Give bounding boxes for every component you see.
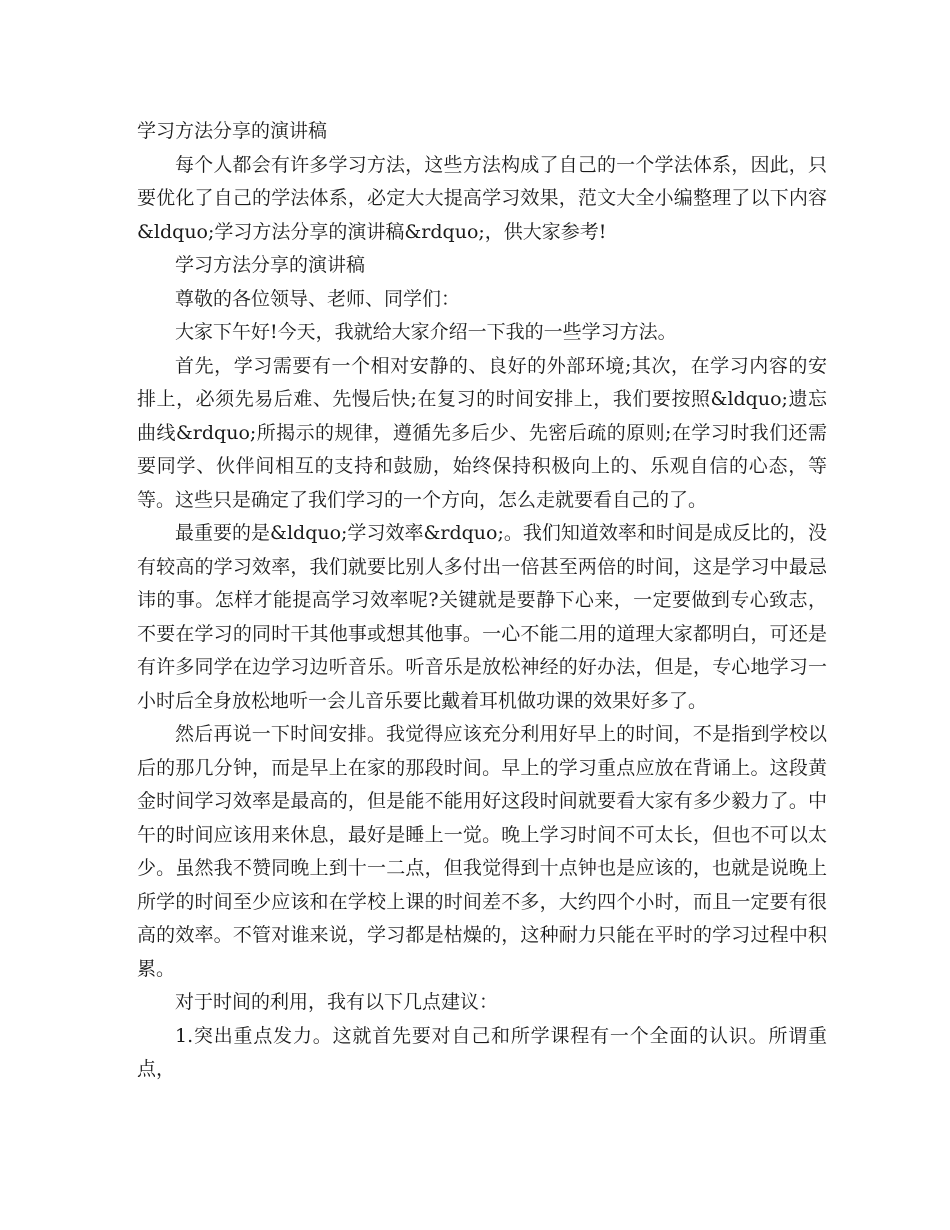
environment-paragraph: 首先，学习需要有一个相对安静的、良好的外部环境;其次，在学习内容的安排上，必须先易后难、先慢后快;在复习的时间安排上，我们要按照&ldquo;遗忘曲线&rdquo;所揭示的规律，遵循先多后少、先密后疏的原则;在学习时我们还需要同学、伙伴间相互的支持和鼓励，始终保持积极向上的、乐观自信的心态，等等。这些只是确定了我们学习的一个方向，怎么走就要看自己的了。 [137, 354, 827, 511]
suggestion-item-1: 1.突出重点发力。这就首先要对自己和所学课程有一个全面的认识。所谓重点， [137, 1024, 827, 1080]
salutation: 尊敬的各位领导、老师、同学们： [175, 287, 461, 310]
document-body [137, 115, 827, 1087]
suggestions-intro: 对于时间的利用，我有以下几点建议： [175, 991, 499, 1013]
speech-title: 学习方法分享的演讲稿 [175, 254, 366, 276]
greeting-paragraph: 大家下午好!今天，我就给大家介绍一下我的一些学习方法。 [175, 321, 677, 343]
efficiency-paragraph: 最重要的是&ldquo;学习效率&rdquo;。我们知道效率和时间是成反比的，没有较高的学习效率，我们就要比别人多付出一倍甚至两倍的时间，这是学习中最忌讳的事。怎样才能提高学习效率呢?关键就是要静下心来，一定要做到专心致志，不要在学习的同时干其他事或想其他事。一心不能二用的道理大家都明白，可还是有许多同学在边学习边听音乐。听音乐是放松神经的好办法，但是，专心地学习一小时后全身放松地听一会儿音乐要比戴着耳机做功课的效果好多了。 [137, 522, 827, 712]
intro-paragraph: 每个人都会有许多学习方法，这些方法构成了自己的一个学法体系，因此，只要优化了自己的学法体系，必定大大提高学习效果，范文大全小编整理了以下内容&ldquo;学习方法分享的演讲稿&rdquo;，供大家参考! [137, 153, 827, 243]
time-arrangement-paragraph: 然后再说一下时间安排。我觉得应该充分利用好早上的时间，不是指到学校以后的那几分钟，而是早上在家的那段时间。早上的学习重点应放在背诵上。这段黄金时间学习效率是最高的，但是能不能用好这段时间就要看大家有多少毅力了。中午的时间应该用来休息，最好是睡上一觉。晚上学习时间不可太长，但也不可以太少。虽然我不赞同晚上到十一二点，但我觉得到十点钟也是应该的，也就是说晚上所学的时间至少应该和在学校上课的时间差不多，大约四个小时，而且一定要有很高的效率。不管对谁来说，学习都是枯燥的，这种耐力只能在平时的学习过程中积累。 [137, 723, 827, 980]
document-title: 学习方法分享的演讲稿 [137, 120, 328, 142]
